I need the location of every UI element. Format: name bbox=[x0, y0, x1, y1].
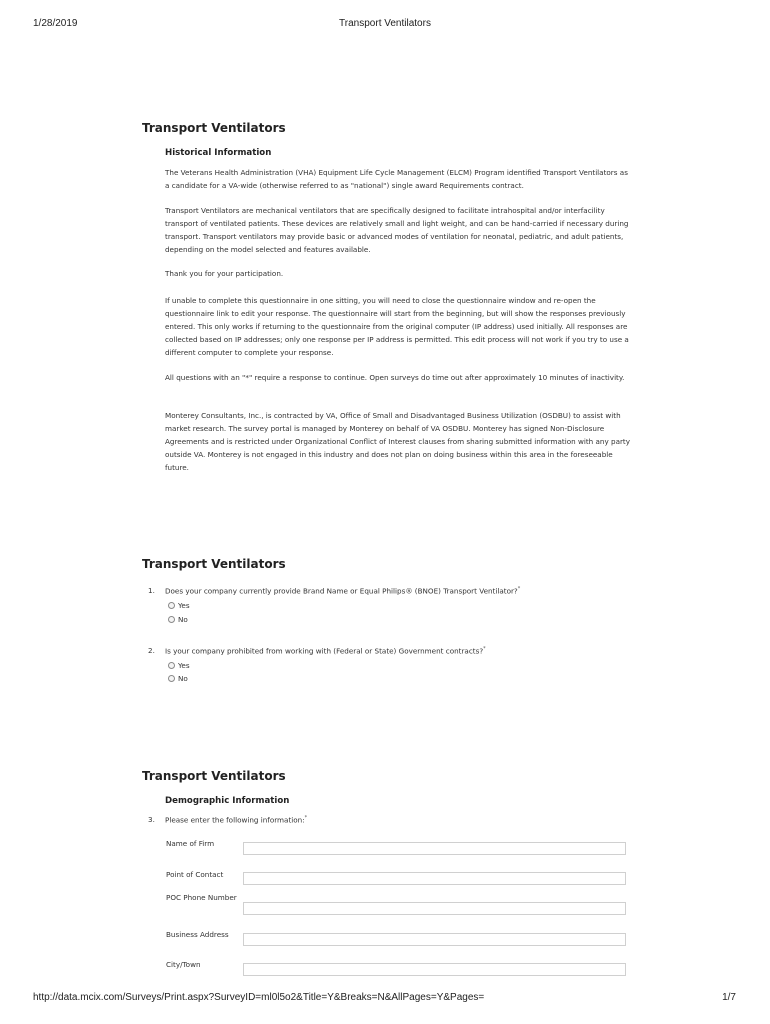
question-number: 3. bbox=[148, 815, 155, 825]
business-address-input[interactable] bbox=[243, 933, 626, 946]
question-1 bbox=[148, 586, 628, 595]
intro-paragraph-instructions: If unable to complete this questionnaire in one sitting, you will need to close the questionnaire window and re-open the questionnaire link to edit your response. The questionnaire will start from the beginning, but will show the responses previously entered. This only works if returning to the questionnaire from the original computer (IP address) used initially. All responses are collected based on IP addresses; only one response per IP address is permitted. This edit process will not work if you try to use a different computer to complete your response. bbox=[165, 296, 629, 357]
q2-option-no[interactable] bbox=[168, 672, 188, 684]
field-label-business-address: Business Address bbox=[166, 930, 229, 939]
print-footer-url: http://data.mcix.com/Surveys/Print.aspx?SurveyID=ml0l5o2&Title=Y&Breaks=N&AllPages=Y&Pages= bbox=[33, 992, 485, 1003]
field-label-city-town: City/Town bbox=[166, 960, 201, 969]
question-2 bbox=[148, 646, 628, 655]
section-title-demographics: Transport Ventilators bbox=[142, 769, 286, 783]
print-footer-page-number: 1/7 bbox=[722, 992, 736, 1003]
required-marker: * bbox=[517, 586, 521, 592]
question-3 bbox=[148, 815, 628, 824]
poc-phone-number-input[interactable] bbox=[243, 902, 626, 915]
radio-button[interactable] bbox=[168, 675, 175, 682]
radio-button[interactable] bbox=[168, 662, 175, 669]
option-label: Yes bbox=[178, 660, 190, 670]
print-header-title: Transport Ventilators bbox=[339, 18, 431, 29]
section-title-questions: Transport Ventilators bbox=[142, 557, 286, 571]
field-label-poc-phone-number: POC Phone Number bbox=[166, 893, 237, 902]
intro-paragraph-vha: The Veterans Health Administration (VHA) Equipment Life Cycle Management (ELCM) Program identified Transport Ventilators as a candidate for a VA-wide (otherwise referred to as "national") single award Requirements contract. bbox=[165, 168, 628, 190]
radio-button[interactable] bbox=[168, 602, 175, 609]
section-title-intro: Transport Ventilators bbox=[142, 121, 286, 135]
intro-paragraph-required-note: All questions with an "*" require a response to continue. Open surveys do time out after approximately 10 minutes of inactivity. bbox=[165, 373, 625, 382]
question-number: 2. bbox=[148, 646, 155, 656]
intro-paragraph-monterey: Monterey Consultants, Inc., is contracted by VA, Office of Small and Disadvantaged Business Utilization (OSDBU) to assist with market research. The survey portal is managed by Monterey on behalf of VA OSDBU. Monterey has signed Non-Disclosure Agreements and is restricted under Organizational Conflict of Interest clauses from sharing submitted information with any party outside VA. Monterey is not engaged in this industry and does not plan on doing business within this area in the foreseeable future. bbox=[165, 411, 630, 472]
q2-option-yes[interactable] bbox=[168, 659, 190, 671]
point-of-contact-input[interactable] bbox=[243, 872, 626, 885]
intro-paragraph-thanks: Thank you for your participation. bbox=[165, 269, 284, 278]
name-of-firm-input[interactable] bbox=[243, 842, 626, 855]
field-label-point-of-contact: Point of Contact bbox=[166, 870, 224, 879]
q1-option-no[interactable] bbox=[168, 613, 188, 625]
print-header-date: 1/28/2019 bbox=[33, 18, 78, 29]
required-marker: * bbox=[483, 646, 486, 652]
subheading-demographic-information: Demographic Information bbox=[165, 796, 290, 806]
option-label: No bbox=[178, 673, 188, 683]
subheading-historical-information: Historical Information bbox=[165, 148, 272, 158]
field-label-name-of-firm: Name of Firm bbox=[166, 839, 215, 848]
question-text: Is your company prohibited from working with (Federal or State) Government contracts? bbox=[165, 646, 484, 656]
question-text: Does your company currently provide Brand Name or Equal Philips® (BNOE) Transport Ventilator? bbox=[165, 586, 518, 596]
required-marker: * bbox=[304, 815, 308, 821]
intro-paragraph-description: Transport Ventilators are mechanical ventilators that are specifically designed to facilitate intrahospital and/or interfacility transport of ventilated patients. These devices are relatively small and light weight, and can be hand-carried if necessary during transport. Transport ventilators may provide basic or advanced modes of ventilation for neonatal, pediatric, and adult patients, depending on the model selected and features available. bbox=[165, 206, 629, 254]
city-town-input[interactable] bbox=[243, 963, 626, 976]
q1-option-yes[interactable] bbox=[168, 599, 190, 611]
option-label: Yes bbox=[178, 600, 190, 610]
option-label: No bbox=[178, 614, 188, 624]
question-number: 1. bbox=[148, 586, 155, 596]
radio-button[interactable] bbox=[168, 616, 175, 623]
question-text: Please enter the following information: bbox=[165, 815, 305, 825]
